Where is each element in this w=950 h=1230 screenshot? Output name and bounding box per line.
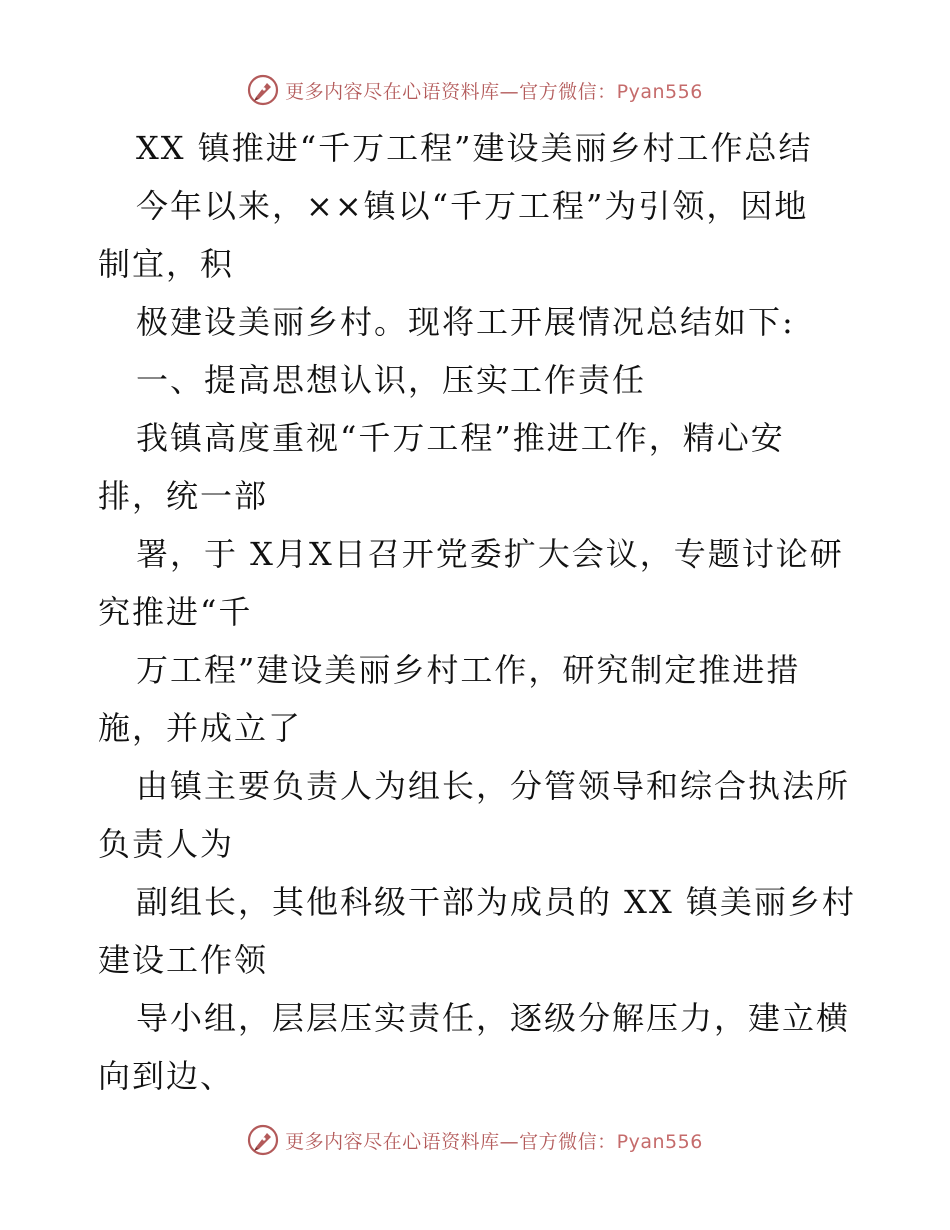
- paragraph-line: 建设工作领: [98, 941, 269, 979]
- header-watermark: [0, 70, 950, 110]
- paragraph-line: 今年以来，××镇以“千万工程”为引领，因地: [136, 187, 809, 225]
- paragraph-line: 向到边、: [98, 1057, 235, 1095]
- paragraph-line: 究推进“千: [98, 593, 253, 631]
- paragraph-line: 制宜，积: [98, 245, 235, 283]
- paragraph-line: 施，并成立了: [98, 709, 303, 747]
- section-heading: 一、提高思想认识，压实工作责任: [136, 361, 647, 399]
- paragraph-line: 署，于 X月X日召开党委扩大会议，专题讨论研: [136, 535, 844, 573]
- paragraph-line: 由镇主要负责人为组长，分管领导和综合执法所: [136, 767, 851, 805]
- paragraph-line: 排，统一部: [98, 477, 269, 515]
- paragraph-line: 我镇高度重视“千万工程”推进工作，精心安: [136, 419, 785, 457]
- footer-watermark: [0, 1120, 950, 1160]
- paragraph-line: 导小组，层层压实责任，逐级分解压力，建立横: [136, 999, 851, 1037]
- paragraph-line: 极建设美丽乡村。现将工开展情况总结如下:: [136, 303, 795, 341]
- paragraph-line: 负责人为: [98, 825, 235, 863]
- watermark-text: 更多内容尽在心语资料库—官方微信：Pyan556: [285, 1130, 703, 1153]
- pen-nib-icon: [247, 74, 279, 106]
- pen-nib-icon: [247, 1124, 279, 1156]
- document-title: XX 镇推进“千万工程”建设美丽乡村工作总结: [136, 129, 813, 167]
- paragraph-line: 副组长，其他科级干部为成员的 XX 镇美丽乡村: [136, 883, 856, 921]
- watermark-text: 更多内容尽在心语资料库—官方微信：Pyan556: [285, 80, 703, 103]
- paragraph-line: 万工程”建设美丽乡村工作，研究制定推进措: [136, 651, 801, 689]
